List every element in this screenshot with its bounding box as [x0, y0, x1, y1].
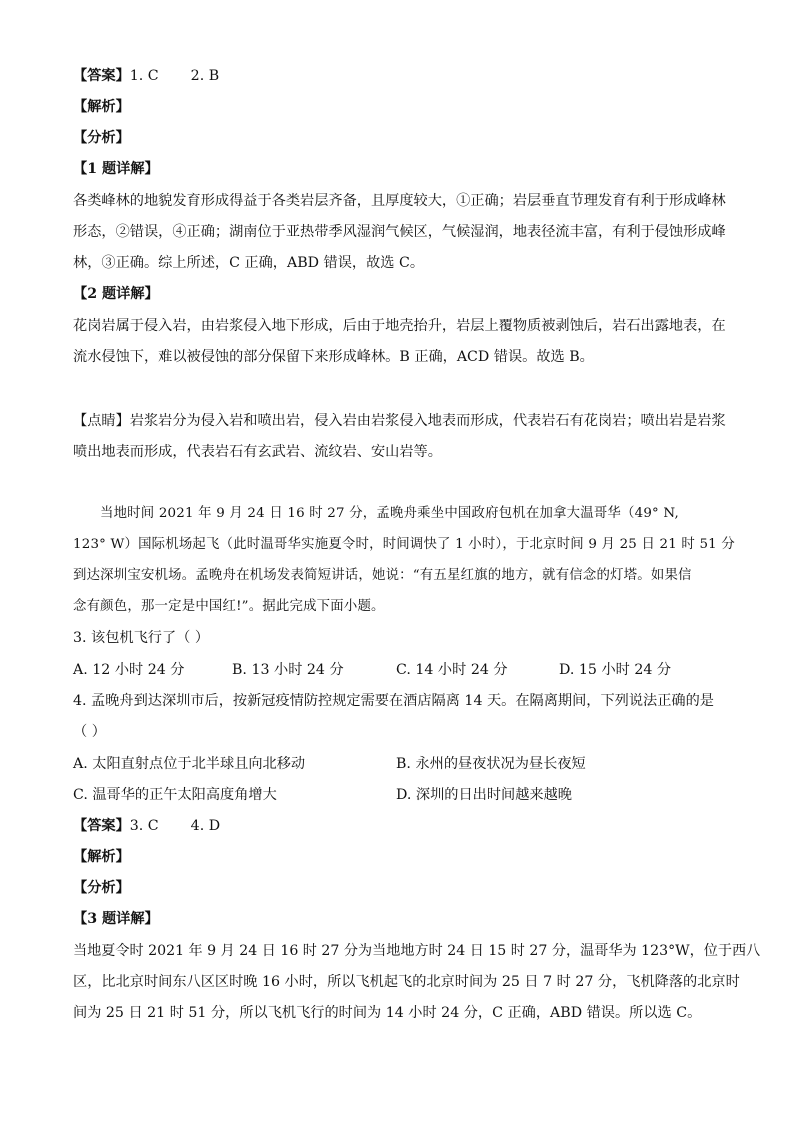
analysis-tag: 【解析】 [73, 849, 130, 865]
q4-option-d: D. 深圳的日出时间越来越晚 [396, 787, 572, 803]
detail-tag-q2: 【2 题详解】 [73, 286, 159, 302]
q1-explanation-line: 形态，②错误，④正确；湖南位于亚热带季风湿润气候区，气候湿润，地表径流丰富，有利于侵蚀形成峰 [73, 224, 726, 240]
q4-stem-line: （ ） [73, 724, 106, 740]
q4-option-a: A. 太阳直射点位于北半球且向北移动 [73, 756, 306, 772]
passage-line: 123° W）国际机场起飞（此时温哥华实施夏令时，时间调快了 1 小时），于北京时间 9 月 25 日 21 时 51 分 [73, 537, 735, 552]
fenxi-tag: 【分析】 [73, 130, 130, 146]
passage-line: 到达深圳宝安机场。孟晚舟在机场发表简短讲话，她说：“有五星红旗的地方，就有信念的灯塔。如果信 [73, 568, 692, 583]
answer-value: 2. B [190, 68, 220, 84]
answer-value: 1. C [129, 68, 159, 84]
q3-option-d: D. 15 小时 24 分 [559, 662, 672, 678]
q3-option-c: C. 14 小时 24 分 [396, 662, 508, 678]
passage-line: 念有颜色，那一定是中国红!”。据此完成下面小题。 [73, 599, 385, 614]
q3-explanation-line: 区，比北京时间东八区区时晚 16 小时，所以飞机起飞的北京时间为 25 日 7 时 27 分，飞机降落的北京时 [73, 974, 740, 990]
q3-stem: 3. 该包机飞行了（ ） [73, 630, 210, 646]
fenxi-tag: 【分析】 [73, 880, 130, 896]
q3-option-a: A. 12 小时 24 分 [73, 662, 185, 678]
answer-row-1 [73, 66, 219, 86]
q1-explanation-line: 林，③正确。综上所述，C 正确，ABD 错误，故选 C。 [73, 255, 425, 271]
q1-explanation-line: 各类峰林的地貌发育形成得益于各类岩层齐备，且厚度较大，①正确；岩层垂直节理发育有利于形成峰林 [73, 193, 726, 209]
q3-explanation-line: 间为 25 日 21 时 51 分，所以飞机飞行的时间为 14 小时 24 分，C 正确，ABD 错误。所以选 C。 [73, 1005, 702, 1021]
detail-tag-q3: 【3 题详解】 [73, 911, 159, 927]
q2-explanation-line: 花岗岩属于侵入岩，由岩浆侵入地下形成，后由于地壳抬升，岩层上覆物质被剥蚀后，岩石出露地表，在 [73, 318, 726, 334]
q4-stem-line: 4. 孟晚舟到达深圳市后，按新冠疫情防控规定需要在酒店隔离 14 天。在隔离期间，下列说法正确的是 [73, 693, 714, 709]
analysis-tag: 【解析】 [73, 99, 130, 115]
answer-row-2 [73, 816, 220, 836]
dianjing-line: 喷出地表而形成，代表岩石有玄武岩、流纹岩、安山岩等。 [73, 444, 442, 460]
q4-option-c: C. 温哥华的正午太阳高度角增大 [73, 787, 277, 803]
answer-tag: 【答案】 [73, 68, 130, 84]
answer-tag: 【答案】 [73, 818, 130, 834]
dianjing-line: 【点睛】岩浆岩分为侵入岩和喷出岩，侵入岩由岩浆侵入地表而形成，代表岩石有花岗岩；喷出岩是岩浆 [73, 413, 726, 429]
detail-tag-q1: 【1 题详解】 [73, 161, 159, 177]
q4-option-b: B. 永州的昼夜状况为昼长夜短 [396, 756, 586, 772]
passage-line: 当地时间 2021 年 9 月 24 日 16 时 27 分，孟晚舟乘坐中国政府包机在加拿大温哥华（49° N, [100, 506, 679, 521]
q3-explanation-line: 当地夏令时 2021 年 9 月 24 日 16 时 27 分为当地地方时 24 日 15 时 27 分，温哥华为 123°W，位于西八 [73, 943, 761, 959]
q2-explanation-line: 流水侵蚀下，难以被侵蚀的部分保留下来形成峰林。B 正确，ACD 错误。故选 B。 [73, 349, 594, 365]
answer-value: 4. D [190, 818, 221, 834]
answer-value: 3. C [129, 818, 159, 834]
q3-option-b: B. 13 小时 24 分 [232, 662, 344, 678]
